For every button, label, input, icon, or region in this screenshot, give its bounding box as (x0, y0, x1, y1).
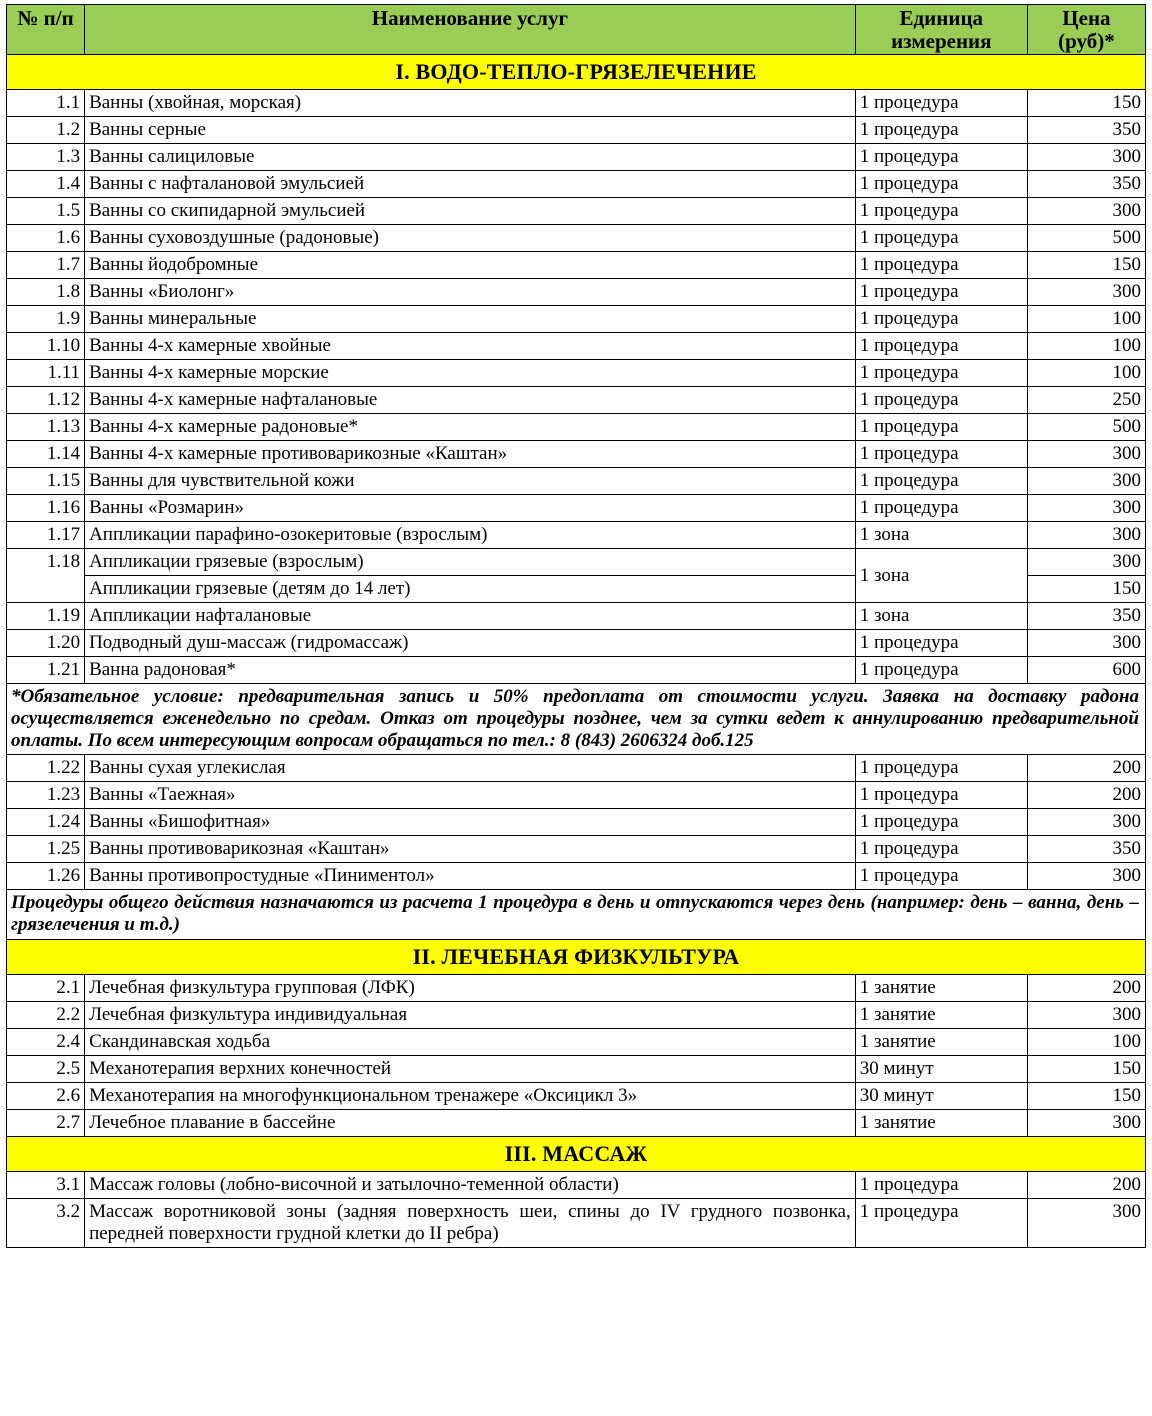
row-unit: 1 процедура (855, 1198, 1027, 1247)
price-list-table (6, 4, 1146, 1248)
row-price: 300 (1027, 522, 1145, 549)
row-service-name: Ванны сухая углекислая (85, 755, 856, 782)
row-unit: 1 процедура (855, 333, 1027, 360)
row-price: 300 (1027, 144, 1145, 171)
table-row (7, 279, 1146, 306)
row-unit: 1 занятие (855, 1001, 1027, 1028)
footnote-row-radon (7, 684, 1146, 755)
row-service-name: Ванны «Таежная» (85, 782, 856, 809)
row-number: 1.12 (7, 387, 85, 414)
row-service-name: Ванны со скипидарной эмульсией (85, 198, 856, 225)
row-number: 1.14 (7, 441, 85, 468)
table-row (7, 144, 1146, 171)
row-price: 350 (1027, 603, 1145, 630)
row-service-name: Ванны «Розмарин» (85, 495, 856, 522)
row-price: 200 (1027, 974, 1145, 1001)
row-unit: 1 процедура (855, 1171, 1027, 1198)
row-service-name: Аппликации парафино-озокеритовые (взрослым) (85, 522, 856, 549)
row-service-name: Ванны с нафталановой эмульсией (85, 171, 856, 198)
row-number: 1.17 (7, 522, 85, 549)
row-number: 1.5 (7, 198, 85, 225)
row-number: 3.1 (7, 1171, 85, 1198)
row-unit: 1 процедура (855, 414, 1027, 441)
row-price: 300 (1027, 198, 1145, 225)
row-number: 2.1 (7, 974, 85, 1001)
row-unit: 1 процедура (855, 306, 1027, 333)
row-unit: 1 процедура (855, 387, 1027, 414)
row-price: 350 (1027, 836, 1145, 863)
row-service-name: Ванны 4-х камерные нафталановые (85, 387, 856, 414)
table-row (7, 549, 1146, 576)
table-row (7, 1001, 1146, 1028)
table-header (7, 5, 1146, 55)
row-service-name: Ванны минеральные (85, 306, 856, 333)
row-price: 100 (1027, 306, 1145, 333)
row-number: 1.3 (7, 144, 85, 171)
row-unit: 1 процедура (855, 836, 1027, 863)
row-price: 100 (1027, 1028, 1145, 1055)
row-unit: 1 зона (855, 549, 1027, 603)
table-row (7, 1082, 1146, 1109)
row-unit: 1 процедура (855, 252, 1027, 279)
row-service-name: Лечебная физкультура групповая (ЛФК) (85, 974, 856, 1001)
row-unit: 1 процедура (855, 630, 1027, 657)
row-price: 300 (1027, 468, 1145, 495)
row-price: 600 (1027, 657, 1145, 684)
row-service-name: Ванны противопростудные «Пиниментол» (85, 863, 856, 890)
table-row (7, 603, 1146, 630)
row-service-name: Подводный душ-массаж (гидромассаж) (85, 630, 856, 657)
table-row (7, 1055, 1146, 1082)
row-service-name: Скандинавская ходьба (85, 1028, 856, 1055)
table-row (7, 630, 1146, 657)
row-price: 150 (1027, 1082, 1145, 1109)
row-price: 300 (1027, 809, 1145, 836)
row-unit: 1 занятие (855, 1028, 1027, 1055)
table-row (7, 809, 1146, 836)
row-number: 1.11 (7, 360, 85, 387)
row-unit: 1 процедура (855, 90, 1027, 117)
row-number: 1.20 (7, 630, 85, 657)
row-service-name: Ванны салициловые (85, 144, 856, 171)
row-service-name: Ванны противоварикозная «Каштан» (85, 836, 856, 863)
row-unit: 1 процедура (855, 279, 1027, 306)
row-service-name: Массаж воротниковой зоны (задняя поверхность шеи, спины до IV грудного позвонка, передней поверхности грудной клетки до II ребра) (85, 1198, 856, 1247)
row-number: 1.2 (7, 117, 85, 144)
column-header-number: № п/п (7, 5, 85, 55)
row-unit: 1 процедура (855, 468, 1027, 495)
row-unit: 1 занятие (855, 974, 1027, 1001)
table-row (7, 333, 1146, 360)
row-price: 200 (1027, 1171, 1145, 1198)
row-service-name: Ванны «Бишофитная» (85, 809, 856, 836)
row-unit: 1 процедура (855, 657, 1027, 684)
row-number: 1.22 (7, 755, 85, 782)
row-number: 2.4 (7, 1028, 85, 1055)
row-number: 1.13 (7, 414, 85, 441)
table-row (7, 755, 1146, 782)
row-number: 2.6 (7, 1082, 85, 1109)
row-price: 300 (1027, 1109, 1145, 1136)
table-row (7, 1198, 1146, 1247)
table-row (7, 657, 1146, 684)
row-service-name: Лечебная физкультура индивидуальная (85, 1001, 856, 1028)
row-service-name: Ванны серные (85, 117, 856, 144)
footnote-row-general (7, 890, 1146, 939)
row-service-name: Ванна радоновая* (85, 657, 856, 684)
row-price: 300 (1027, 630, 1145, 657)
row-unit: 1 занятие (855, 1109, 1027, 1136)
row-number: 1.9 (7, 306, 85, 333)
row-service-name: Механотерапия на многофункциональном тренажере «Оксицикл 3» (85, 1082, 856, 1109)
row-unit: 30 минут (855, 1055, 1027, 1082)
footnote-radon-text: *Обязательное условие: предварительная запись и 50% предоплата от стоимости услуги. Заявка на доставку радона осуществляется еженедельно по средам. Отказ от процедуры позднее, чем за сутки ведет к аннулированию предварительной оплаты. По всем интересующим вопросам обращаться по тел.: 8 (843) 2606324 доб.125 (7, 684, 1146, 755)
table-row (7, 387, 1146, 414)
row-unit: 1 процедура (855, 863, 1027, 890)
row-service-name: Ванны «Биолонг» (85, 279, 856, 306)
section-title-1: I. ВОДО-ТЕПЛО-ГРЯЗЕЛЕЧЕНИЕ (7, 55, 1146, 90)
row-number: 1.7 (7, 252, 85, 279)
row-unit: 1 процедура (855, 360, 1027, 387)
row-unit: 1 зона (855, 603, 1027, 630)
row-number: 2.2 (7, 1001, 85, 1028)
row-unit: 1 процедура (855, 198, 1027, 225)
row-service-name: Аппликации грязевые (взрослым) (85, 549, 856, 576)
row-unit: 1 процедура (855, 755, 1027, 782)
row-service-name: Механотерапия верхних конечностей (85, 1055, 856, 1082)
row-number: 1.15 (7, 468, 85, 495)
table-row (7, 782, 1146, 809)
section-heading-row (7, 939, 1146, 974)
table-row (7, 90, 1146, 117)
table-row (7, 468, 1146, 495)
section-title-2: II. ЛЕЧЕБНАЯ ФИЗКУЛЬТУРА (7, 939, 1146, 974)
row-price: 300 (1027, 441, 1145, 468)
table-body (7, 55, 1146, 1247)
column-header-unit: Единица измерения (855, 5, 1027, 55)
row-number: 1.21 (7, 657, 85, 684)
row-unit: 1 процедура (855, 171, 1027, 198)
table-row (7, 974, 1146, 1001)
table-row (7, 117, 1146, 144)
row-price: 200 (1027, 782, 1145, 809)
row-service-name: Ванны йодобромные (85, 252, 856, 279)
row-service-name: Ванны суховоздушные (радоновые) (85, 225, 856, 252)
row-unit: 1 процедура (855, 809, 1027, 836)
footnote-general-text: Процедуры общего действия назначаются из расчета 1 процедура в день и отпускаются через день (например: день – ванна, день – грязелечения и т.д.) (7, 890, 1146, 939)
section-heading-row (7, 1136, 1146, 1171)
row-price: 100 (1027, 333, 1145, 360)
row-service-name: Ванны (хвойная, морская) (85, 90, 856, 117)
row-number: 3.2 (7, 1198, 85, 1247)
row-price: 100 (1027, 360, 1145, 387)
row-service-name: Ванны 4-х камерные противоварикозные «Каштан» (85, 441, 856, 468)
table-row (7, 836, 1146, 863)
table-row (7, 1109, 1146, 1136)
row-price: 200 (1027, 755, 1145, 782)
table-row (7, 306, 1146, 333)
row-price: 350 (1027, 117, 1145, 144)
row-price: 250 (1027, 387, 1145, 414)
table-row (7, 522, 1146, 549)
row-service-name: Массаж головы (лобно-височной и затылочно-теменной области) (85, 1171, 856, 1198)
column-header-service-name: Наименование услуг (85, 5, 856, 55)
row-unit: 30 минут (855, 1082, 1027, 1109)
table-row (7, 1028, 1146, 1055)
column-header-price: Цена (руб)* (1027, 5, 1145, 55)
table-row (7, 225, 1146, 252)
row-unit: 1 процедура (855, 225, 1027, 252)
row-unit: 1 процедура (855, 144, 1027, 171)
table-row (7, 863, 1146, 890)
table-row (7, 414, 1146, 441)
row-unit: 1 процедура (855, 495, 1027, 522)
row-service-name: Ванны для чувствительной кожи (85, 468, 856, 495)
row-number: 1.19 (7, 603, 85, 630)
table-row (7, 495, 1146, 522)
row-number: 1.23 (7, 782, 85, 809)
table-row (7, 441, 1146, 468)
row-price: 350 (1027, 171, 1145, 198)
row-number: 1.8 (7, 279, 85, 306)
row-number: 2.7 (7, 1109, 85, 1136)
row-number: 1.18 (7, 549, 85, 603)
row-number: 1.26 (7, 863, 85, 890)
row-number: 1.10 (7, 333, 85, 360)
row-service-name: Аппликации грязевые (детям до 14 лет) (85, 576, 856, 603)
row-price: 150 (1027, 1055, 1145, 1082)
section-heading-row (7, 55, 1146, 90)
row-number: 1.24 (7, 809, 85, 836)
row-service-name: Ванны 4-х камерные хвойные (85, 333, 856, 360)
row-price: 300 (1027, 863, 1145, 890)
row-price: 500 (1027, 414, 1145, 441)
table-header-row (7, 5, 1146, 55)
row-price: 300 (1027, 1001, 1145, 1028)
row-price: 300 (1027, 279, 1145, 306)
row-number: 1.16 (7, 495, 85, 522)
section-title-3: III. МАССАЖ (7, 1136, 1146, 1171)
row-price: 300 (1027, 495, 1145, 522)
row-price: 500 (1027, 225, 1145, 252)
row-number: 1.25 (7, 836, 85, 863)
row-service-name: Ванны 4-х камерные морские (85, 360, 856, 387)
row-unit: 1 зона (855, 522, 1027, 549)
row-service-name: Ванны 4-х камерные радоновые* (85, 414, 856, 441)
row-service-name: Лечебное плавание в бассейне (85, 1109, 856, 1136)
row-number: 1.1 (7, 90, 85, 117)
row-number: 1.4 (7, 171, 85, 198)
row-unit: 1 процедура (855, 782, 1027, 809)
row-service-name: Аппликации нафталановые (85, 603, 856, 630)
row-price: 150 (1027, 90, 1145, 117)
row-number: 1.6 (7, 225, 85, 252)
row-number: 2.5 (7, 1055, 85, 1082)
row-unit: 1 процедура (855, 441, 1027, 468)
row-price: 300 (1027, 549, 1145, 576)
row-unit: 1 процедура (855, 117, 1027, 144)
table-row (7, 1171, 1146, 1198)
row-price: 300 (1027, 1198, 1145, 1247)
table-row (7, 252, 1146, 279)
row-price: 150 (1027, 252, 1145, 279)
table-row (7, 171, 1146, 198)
table-row (7, 198, 1146, 225)
row-price: 150 (1027, 576, 1145, 603)
table-row (7, 360, 1146, 387)
